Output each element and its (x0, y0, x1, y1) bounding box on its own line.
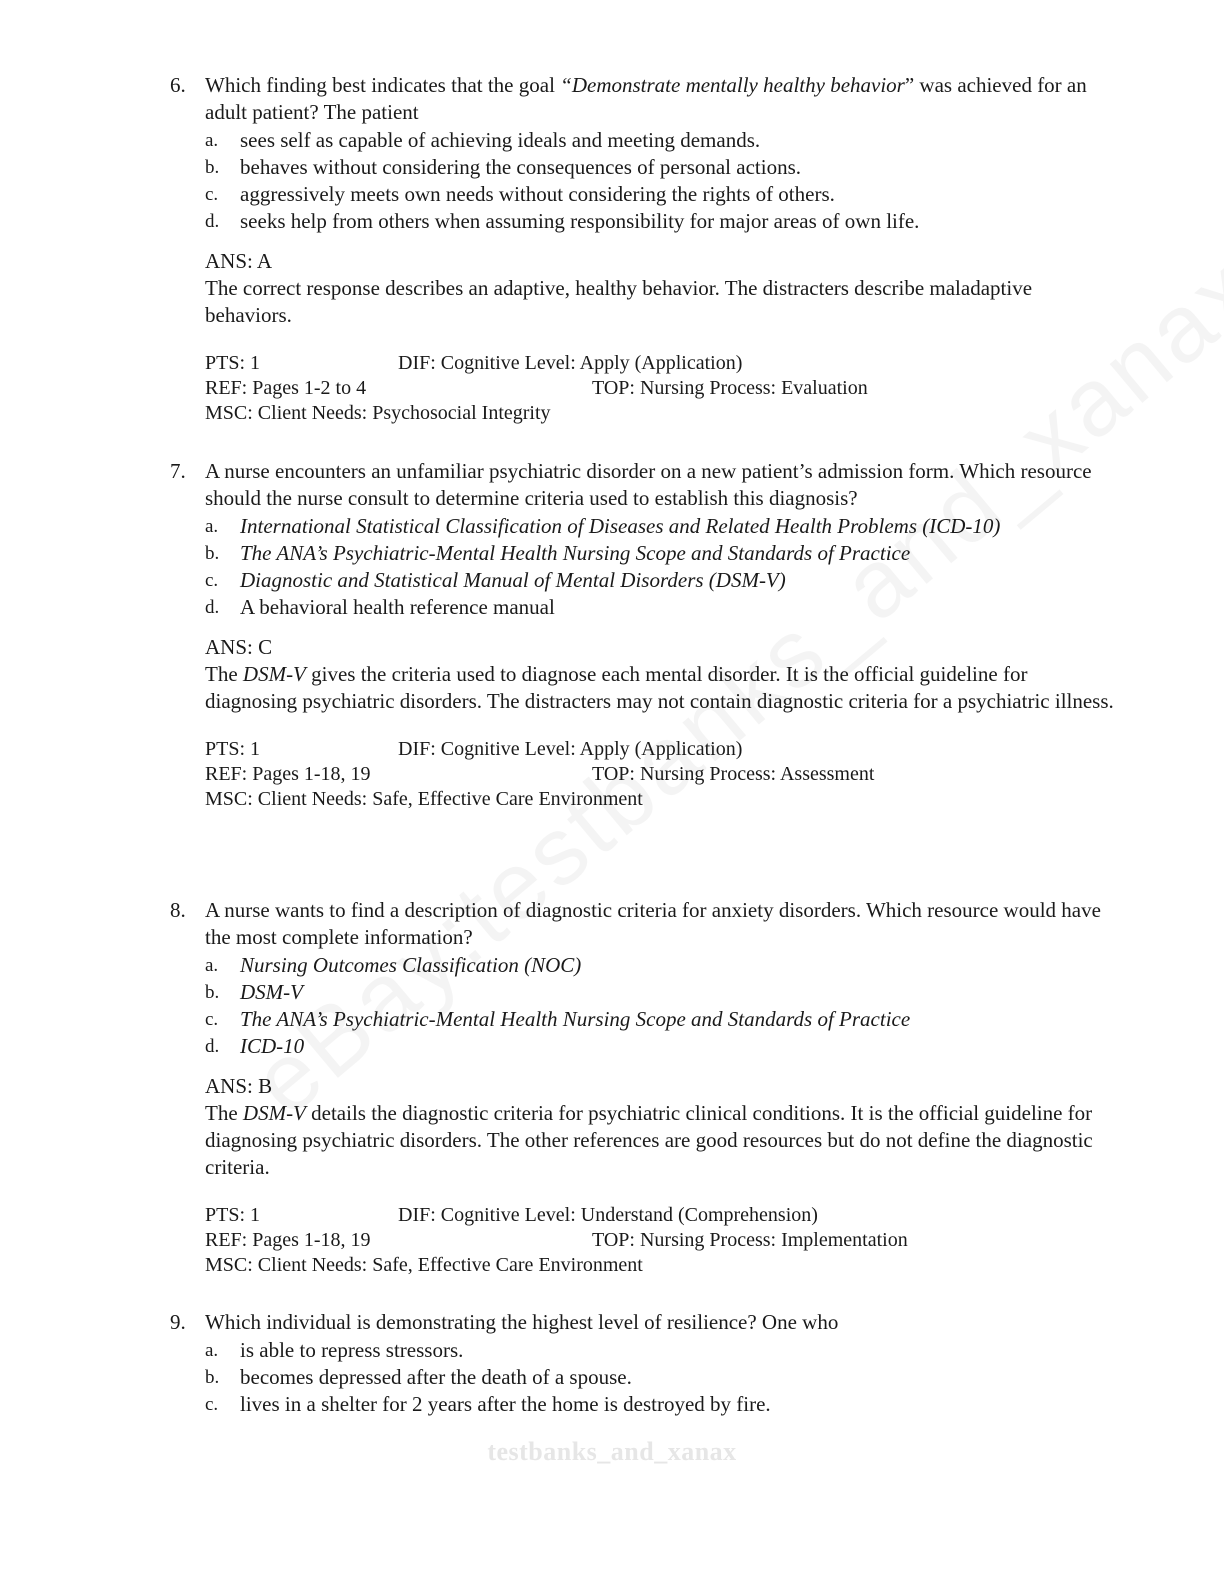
option-c: c. aggressively meets own needs without considering the rights of others. (205, 182, 835, 206)
option-d: d. ICD-10 (205, 1034, 305, 1058)
option-a: a. Nursing Outcomes Classification (NOC) (205, 953, 582, 977)
options-list (205, 952, 1115, 1060)
difficulty: DIF: Cognitive Level: Understand (Comprehension) (398, 1204, 818, 1226)
client-needs: MSC: Client Needs: Safe, Effective Care Environment (205, 788, 643, 810)
reference: REF: Pages 1-18, 19 (205, 763, 371, 785)
option-d: d. seeks help from others when assuming responsibility for major areas of own life. (205, 209, 920, 233)
client-needs: MSC: Client Needs: Safe, Effective Care Environment (205, 1254, 643, 1276)
question-7 (170, 458, 1115, 812)
points: PTS: 1 (205, 1204, 261, 1226)
answer: ANS: C (205, 635, 273, 659)
options-list (205, 127, 1115, 235)
option-a: a. International Statistical Classification of Diseases and Related Health Problems (ICD-10) (205, 514, 1001, 538)
option-d: d. A behavioral health reference manual (205, 595, 555, 619)
question-stem: Which individual is demonstrating the highest level of resilience? One who (205, 1310, 839, 1334)
option-b: b. DSM-V (205, 980, 303, 1004)
topic: TOP: Nursing Process: Implementation (592, 1229, 908, 1251)
rationale: The correct response describes an adaptive, healthy behavior. The distracters describe maladaptive behaviors. (205, 276, 1033, 327)
question-number: 8. (170, 898, 186, 922)
rationale: The DSM-V gives the criteria used to diagnose each mental disorder. It is the official guideline for diagnosing psychiatric disorders. The distracters may not contain diagnostic criteria for a psychiatric illness. (205, 662, 1114, 713)
question-number: 7. (170, 459, 186, 483)
option-b: b. The ANA’s Psychiatric-Mental Health Nursing Scope and Standards of Practice (205, 541, 911, 565)
points: PTS: 1 (205, 738, 261, 760)
reference: REF: Pages 1-18, 19 (205, 1229, 371, 1251)
client-needs: MSC: Client Needs: Psychosocial Integrity (205, 402, 551, 424)
options-list (205, 1337, 1115, 1418)
difficulty: DIF: Cognitive Level: Apply (Application) (398, 738, 743, 760)
option-a: a. sees self as capable of achieving ideals and meeting demands. (205, 128, 761, 152)
question-meta (205, 351, 1115, 426)
option-c: c. The ANA’s Psychiatric-Mental Health Nursing Scope and Standards of Practice (205, 1007, 911, 1031)
footer-watermark: testbanks_and_xanax (487, 1437, 737, 1466)
option-c: c. lives in a shelter for 2 years after the home is destroyed by fire. (205, 1392, 771, 1416)
options-list (205, 513, 1115, 621)
rationale: The DSM-V details the diagnostic criteria for psychiatric clinical conditions. It is the official guideline for diagnosing psychiatric disorders. The other references are good resources but do not define the diagnostic criteria. (205, 1101, 1093, 1179)
difficulty: DIF: Cognitive Level: Apply (Application) (398, 352, 743, 374)
option-c: c. Diagnostic and Statistical Manual of Mental Disorders (DSM-V) (205, 568, 786, 592)
question-9 (170, 1309, 1115, 1418)
topic: TOP: Nursing Process: Assessment (592, 763, 875, 785)
question-8 (170, 897, 1115, 1278)
question-meta (205, 737, 1115, 812)
option-b: b. becomes depressed after the death of a spouse. (205, 1365, 632, 1389)
question-6 (170, 72, 1115, 426)
points: PTS: 1 (205, 352, 261, 374)
option-a: a. is able to repress stressors. (205, 1338, 464, 1362)
question-number: 6. (170, 73, 186, 97)
question-meta (205, 1203, 1115, 1278)
answer: ANS: A (205, 249, 273, 273)
question-number: 9. (170, 1310, 186, 1334)
topic: TOP: Nursing Process: Evaluation (592, 377, 868, 399)
question-stem: A nurse wants to find a description of diagnostic criteria for anxiety disorders. Which resource would have the most complete information? (205, 898, 1101, 949)
answer: ANS: B (205, 1074, 273, 1098)
question-stem: A nurse encounters an unfamiliar psychiatric disorder on a new patient’s admission form. Which resource should the nurse consult to determine criteria used to establish this diagnosis? (205, 459, 1092, 510)
reference: REF: Pages 1-2 to 4 (205, 377, 367, 399)
option-b: b. behaves without considering the consequences of personal actions. (205, 155, 802, 179)
question-stem: Which finding best indicates that the goal “Demonstrate mentally healthy behavior” was achieved for an adult patient? The patient (205, 73, 1087, 124)
